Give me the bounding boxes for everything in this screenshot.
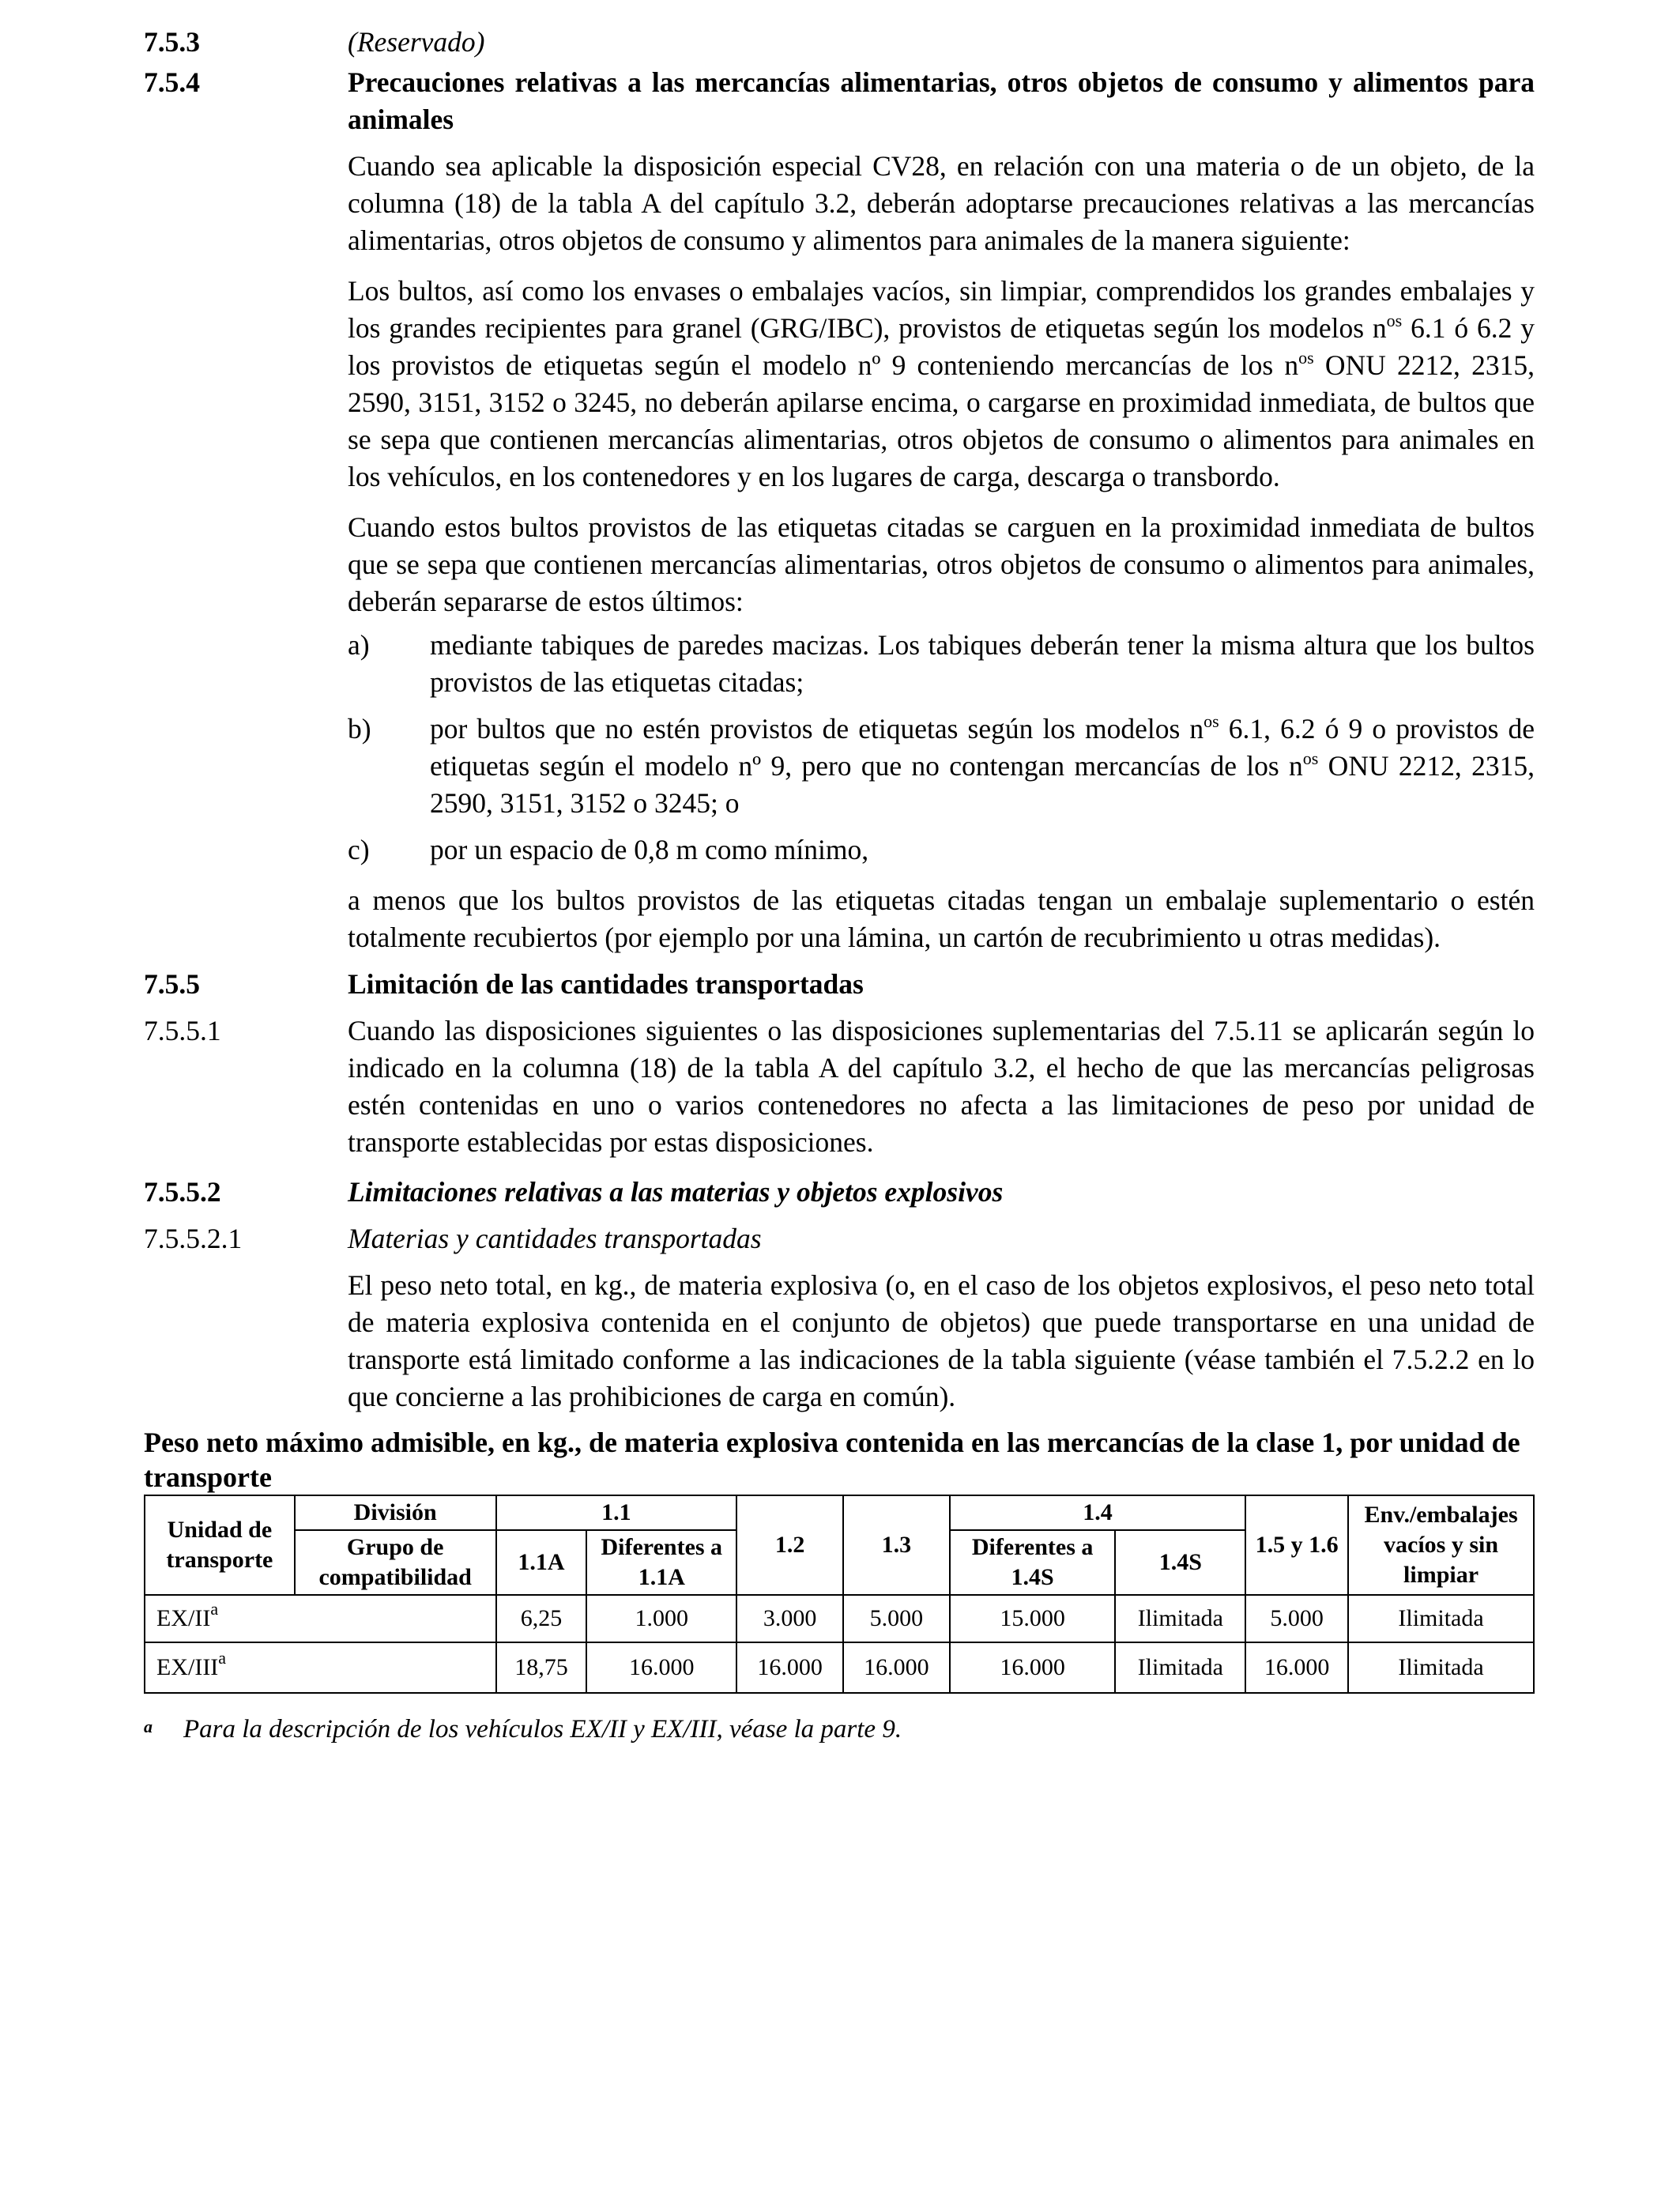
header-1-2: 1.2 xyxy=(736,1495,843,1595)
explosives-limits-table xyxy=(144,1495,1535,1694)
section-title: Limitaciones relativas a las materias y objetos explosivos xyxy=(348,1176,1004,1208)
cell-value: 5.000 xyxy=(843,1595,950,1642)
header-1-1a: 1.1A xyxy=(496,1530,587,1595)
cell-value: 5.000 xyxy=(1245,1595,1348,1642)
cell-value: 16.000 xyxy=(950,1642,1116,1693)
footnote-text: Para la descripción de los vehículos EX/II y EX/III, véase la parte 9. xyxy=(183,1715,902,1744)
section-number: 7.5.4 xyxy=(144,66,200,98)
section-number: 7.5.3 xyxy=(144,26,200,58)
header-diferentes-1-1a: Diferentes a 1.1A xyxy=(586,1530,736,1595)
section-7-5-5-1 xyxy=(144,1012,1535,1161)
section-7-5-5 xyxy=(144,966,1535,1003)
cell-value: 1.000 xyxy=(586,1595,736,1642)
cell-value: Ilimitada xyxy=(1115,1595,1245,1642)
table-row xyxy=(145,1642,1534,1693)
header-1-3: 1.3 xyxy=(843,1495,950,1595)
section-7-5-5-2-1 xyxy=(144,1220,1535,1416)
list-item xyxy=(348,831,1535,869)
header-1-1: 1.1 xyxy=(496,1495,737,1530)
cell-value: 16.000 xyxy=(1245,1642,1348,1693)
section-title: (Reservado) xyxy=(348,26,485,58)
paragraph: El peso neto total, en kg., de materia explosiva (o, en el caso de los objetos explosivos, el peso neto total de materia explosiva contenida en el conjunto de objetos) que puede transportarse en una unidad de transporte está limitado conforme a las indicaciones de la tabla siguiente (véase también el 7.5.2.2 en lo que concierne a las prohibiciones de carga en común). xyxy=(348,1269,1535,1412)
table-row xyxy=(145,1595,1534,1642)
header-unidad: Unidad de transporte xyxy=(145,1495,295,1595)
section-title: Precauciones relativas a las mercancías alimentarias, otros objetos de consumo y alimentos para animales xyxy=(348,66,1535,135)
header-grupo: Grupo de compatibilidad xyxy=(295,1530,496,1595)
header-diferentes-1-4s: Diferentes a 1.4S xyxy=(950,1530,1116,1595)
list-item-label: b) xyxy=(348,713,371,745)
section-7-5-4 xyxy=(144,64,1535,956)
cell-value: Ilimitada xyxy=(1348,1595,1534,1642)
cell-value: 6,25 xyxy=(496,1595,587,1642)
cell-value: Ilimitada xyxy=(1115,1642,1245,1693)
table-title: Peso neto máximo admisible, en kg., de materia explosiva contenida en las mercancías de la clase 1, por unidad de transporte xyxy=(144,1427,1520,1493)
list-item-text: por bultos que no estén provistos de etiquetas según los modelos $n^{os}$ 6.1, 6.2 ó 9 o provistos de etiquetas según el modelo nº 9, pero que no contengan mercancías de los $n^{os}$ ONU 2212, 2315, 2590, 3151, 3152 o 3245; o xyxy=(430,711,1535,819)
cell-unit: $EX/II^a$ xyxy=(145,1595,496,1642)
header-1-5-y-1-6: 1.5 y 1.6 xyxy=(1245,1495,1348,1595)
list-item-label: a) xyxy=(348,629,370,661)
section-title: Materias y cantidades transportadas xyxy=(348,1223,762,1254)
header-envases: Env./embalajes vacíos y sin limpiar xyxy=(1348,1495,1534,1595)
section-title: Limitación de las cantidades transportadas xyxy=(348,968,864,1000)
paragraph: a menos que los bultos provistos de las etiquetas citadas tengan un embalaje suplementario o estén totalmente recubiertos (por ejemplo por una lámina, un cartón de recubrimiento u otras medidas). xyxy=(348,884,1535,953)
cell-value: 16.000 xyxy=(843,1642,950,1693)
header-division: División xyxy=(295,1495,496,1530)
paragraph: Cuando sea aplicable la disposición especial CV28, en relación con una materia o de un objeto, de la columna (18) de la tabla A del capítulo 3.2, deberán adoptarse precauciones relativas a las mercancías alimentarias, otros objetos de consumo y alimentos para animales de la manera siguiente: xyxy=(348,150,1535,256)
header-1-4: 1.4 xyxy=(950,1495,1245,1530)
cell-value: 18,75 xyxy=(496,1642,587,1693)
cell-value: 3.000 xyxy=(736,1595,843,1642)
list-item xyxy=(348,627,1535,701)
footnote xyxy=(144,1711,1535,1748)
document-page xyxy=(144,24,1535,1748)
footnote-mark: a xyxy=(144,1717,153,1736)
paragraph: Cuando estos bultos provistos de las etiquetas citadas se carguen en la proximidad inmediata de bultos que se sepa que contienen mercancías alimentarias, otros objetos de consumo o alimentos para animales, deberán separarse de estos últimos: xyxy=(348,511,1535,617)
section-number: 7.5.5.1 xyxy=(144,1015,221,1046)
header-1-4s: 1.4S xyxy=(1115,1530,1245,1595)
paragraph: Los bultos, así como los envases o embalajes vacíos, sin limpiar, comprendidos los grandes embalajes y los grandes recipientes para granel (GRG/IBC), provistos de etiquetas según los modelos $n^{os}$ 6.1 ó 6.2 y los provistos de etiquetas según el modelo nº 9 conteniendo mercancías de los $n^{os}$ ONU 2212, 2315, 2590, 3151, 3152 o 3245, no deberán apilarse encima, o cargarse en proximidad inmediata, de bultos que se sepa que contienen mercancías alimentarias, otros objetos de consumo o alimentos para animales en los vehículos, en los contenedores y en los lugares de carga, descarga o transbordo. xyxy=(348,275,1535,492)
cell-unit: EX/III$^a$ xyxy=(145,1642,496,1693)
list-item-text: mediante tabiques de paredes macizas. Los tabiques deberán tener la misma altura que los bultos provistos de las etiquetas citadas; xyxy=(430,629,1535,698)
cell-value: 15.000 xyxy=(950,1595,1116,1642)
list-item xyxy=(348,711,1535,822)
section-number: 7.5.5 xyxy=(144,968,200,1000)
list-item-label: c) xyxy=(348,834,370,865)
section-7-5-5-2 xyxy=(144,1174,1535,1211)
section-number: 7.5.5.2 xyxy=(144,1176,221,1208)
list-item-text: por un espacio de 0,8 m como mínimo, xyxy=(430,834,869,865)
cell-value: Ilimitada xyxy=(1348,1642,1534,1693)
cell-value: 16.000 xyxy=(736,1642,843,1693)
paragraph: Cuando las disposiciones siguientes o las disposiciones suplementarias del 7.5.11 se aplicarán según lo indicado en la columna (18) de la tabla A del capítulo 3.2, el hecho de que las mercancías peligrosas estén contenidas en uno o varios contenedores no afecta a las limitaciones de peso por unidad de transporte establecidas por estas disposiciones. xyxy=(348,1015,1535,1158)
section-number: 7.5.5.2.1 xyxy=(144,1223,243,1254)
section-7-5-3 xyxy=(144,24,1535,61)
cell-value: 16.000 xyxy=(586,1642,736,1693)
